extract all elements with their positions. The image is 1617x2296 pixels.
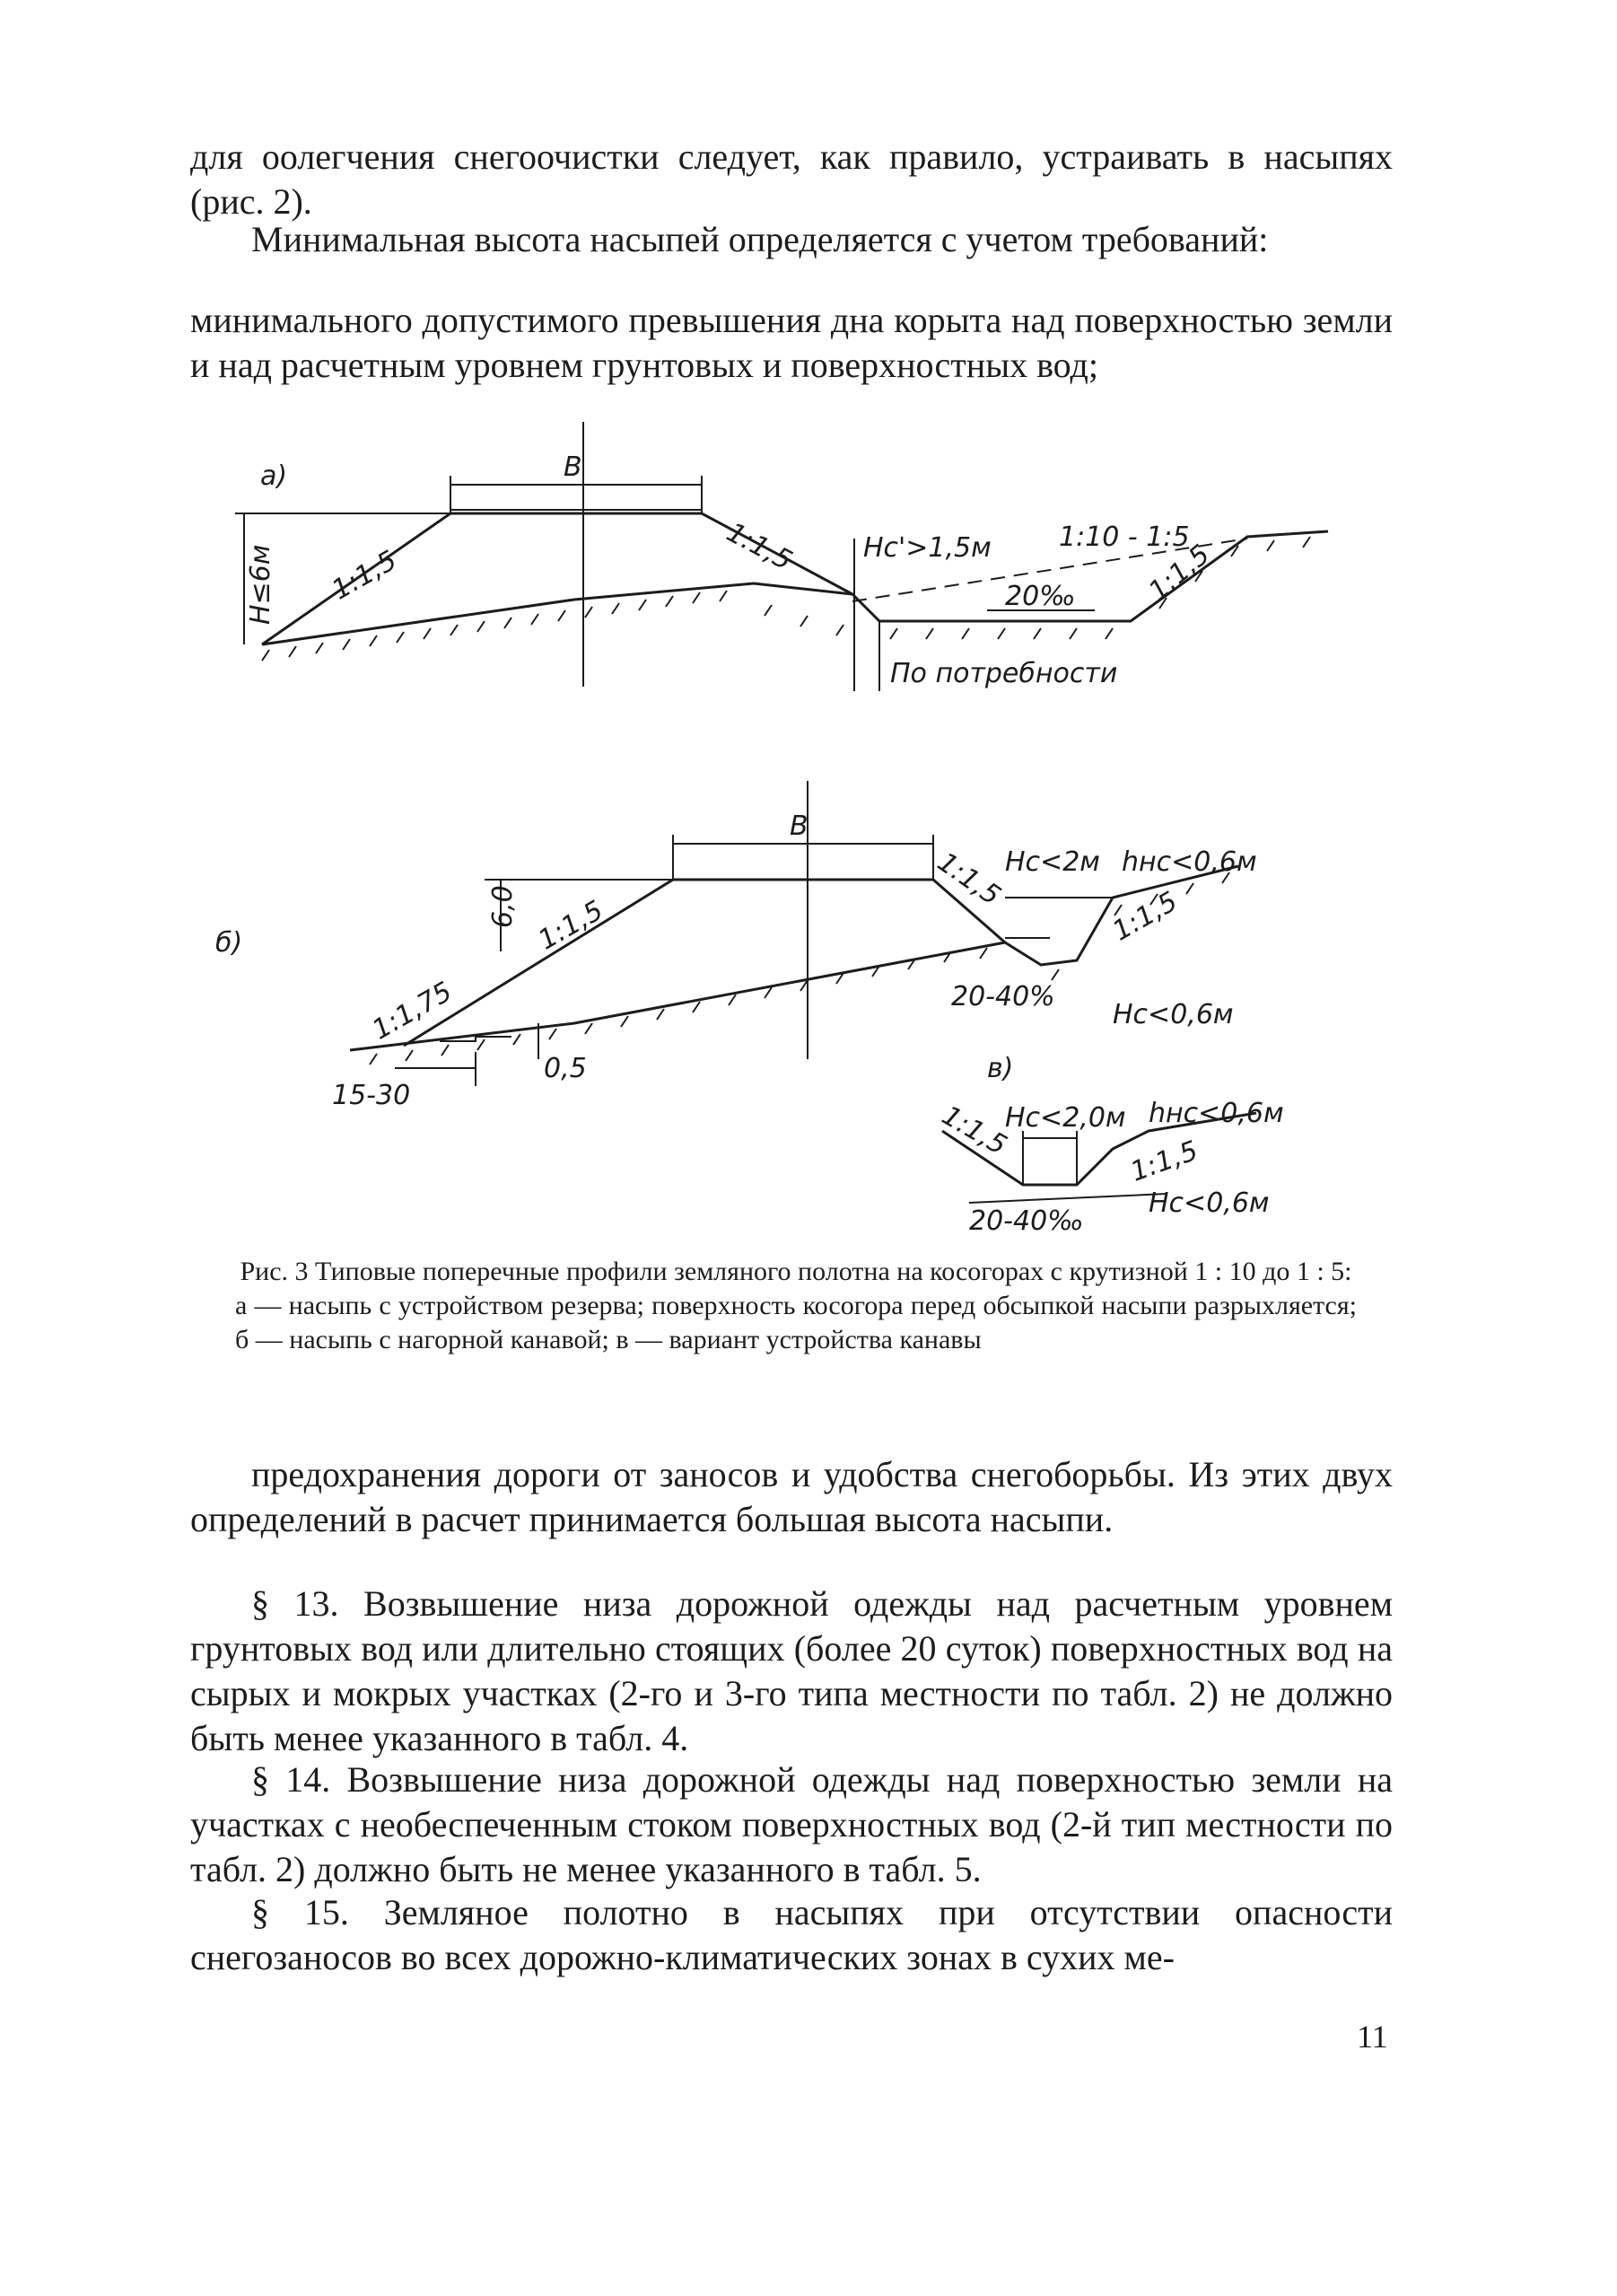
bench-b: 15-30: [332, 1080, 411, 1111]
paragraph-7: § 15. Земляное полотно в насыпях при отсутствии опасности снегозаносов во всех дорожно-климатических зонах в сухих ме-: [190, 1892, 1393, 1977]
label-b: б): [215, 927, 243, 959]
bottom-v: Нс<0,6м: [1149, 1187, 1270, 1219]
cross-section-figure: [215, 413, 1382, 1248]
paragraph-5: § 13. Возвышение низа дорожной одежды над расчетным уровнем грунтовых вод или длительно стоящих (более 20 суток) поверхностных вод на сырых и мокрых участках (2-го и 3-го типа местности по табл. 2) не должно быть менее указанного в табл. 4.: [190, 1583, 1393, 1758]
reserve-depth-a: Нс'>1,5м: [863, 532, 992, 564]
gradient-v: 20-40‰: [969, 1205, 1084, 1237]
paragraph-6: § 14. Возвышение низа дорожной одежды над поверхностью земли на участках с необеспеченным стоком поверхностных вод (2-й тип местности по табл. 2) должно быть не менее указанного в табл. 5.: [190, 1759, 1393, 1889]
gradient-a: 20‰: [1005, 581, 1076, 612]
figure-caption: [235, 1255, 1357, 1357]
slope-left-v: 1:1,5: [936, 1100, 1012, 1162]
paragraph-4: предохранения дороги от заносов и удобства снегоборьбы. Из этих двух определений в расчет принимается большая высота насыпи.: [190, 1454, 1393, 1539]
ground-line-b: [350, 866, 1238, 1050]
depth1-v: Нс<2,0м: [1005, 1102, 1126, 1134]
height-a: Н≤6м: [245, 544, 276, 625]
slope-right-b: 1:1,5: [931, 846, 1007, 912]
reserve-width-a: По потребности: [890, 658, 1118, 689]
caption-legend: а — насыпь с устройством резерва; поверхность косогора перед обсыпкой насыпи разрыхляется; б — насыпь с нагорной канавой; в — вариант устройства канавы: [235, 1291, 1357, 1354]
gradient-b: 20-40%: [951, 981, 1055, 1012]
slope-upper-b: 1:1,5: [533, 894, 609, 957]
ditch-depth-b: Нс<2м: [1005, 846, 1100, 878]
caption-title: Рис. 3 Типовые поперечные профили земляного полотна на косогорах с крутизной 1 : 10 до 1 : 5:: [240, 1257, 1352, 1286]
ditch-bottom-b: Нс<0,6м: [1113, 999, 1234, 1030]
slope-right-a: 1:1,5: [721, 516, 798, 577]
reserve-slope-top-a: 1:10 - 1:5: [1059, 521, 1190, 553]
step-b: 0,5: [544, 1053, 587, 1084]
paragraph-3: минимального допустимого превышения дна корыта над поверхностью земли и над расчетным уровнем грунтовых и поверхностных вод;: [190, 300, 1393, 385]
ditch-depth2-b: hнс<0,6м: [1122, 846, 1257, 878]
label-a: а): [260, 460, 288, 492]
slope-left-a: 1:1,5: [327, 544, 403, 607]
page-number: 11: [1357, 2019, 1388, 2055]
label-v: в): [987, 1053, 1014, 1084]
height-b: 6,0: [487, 885, 519, 928]
slope-v: 1:1,5: [1126, 1135, 1202, 1188]
width-b: В: [790, 811, 808, 842]
depth2-v: hнс<0,6м: [1149, 1098, 1284, 1129]
paragraph-1: для оолегчения снегоочистки следует, как правило, устраивать в насыпях (рис. 2).: [190, 136, 1393, 222]
ditch-slope-b: 1:1,5: [1107, 885, 1184, 948]
reserve-right-slope-a: 1:1,5: [1142, 539, 1217, 608]
width-a: В: [564, 451, 582, 483]
paragraph-2: Минимальная высота насыпей определяется с учетом требований:: [251, 219, 1269, 259]
slope-lower-b: 1:1,75: [367, 976, 458, 1047]
